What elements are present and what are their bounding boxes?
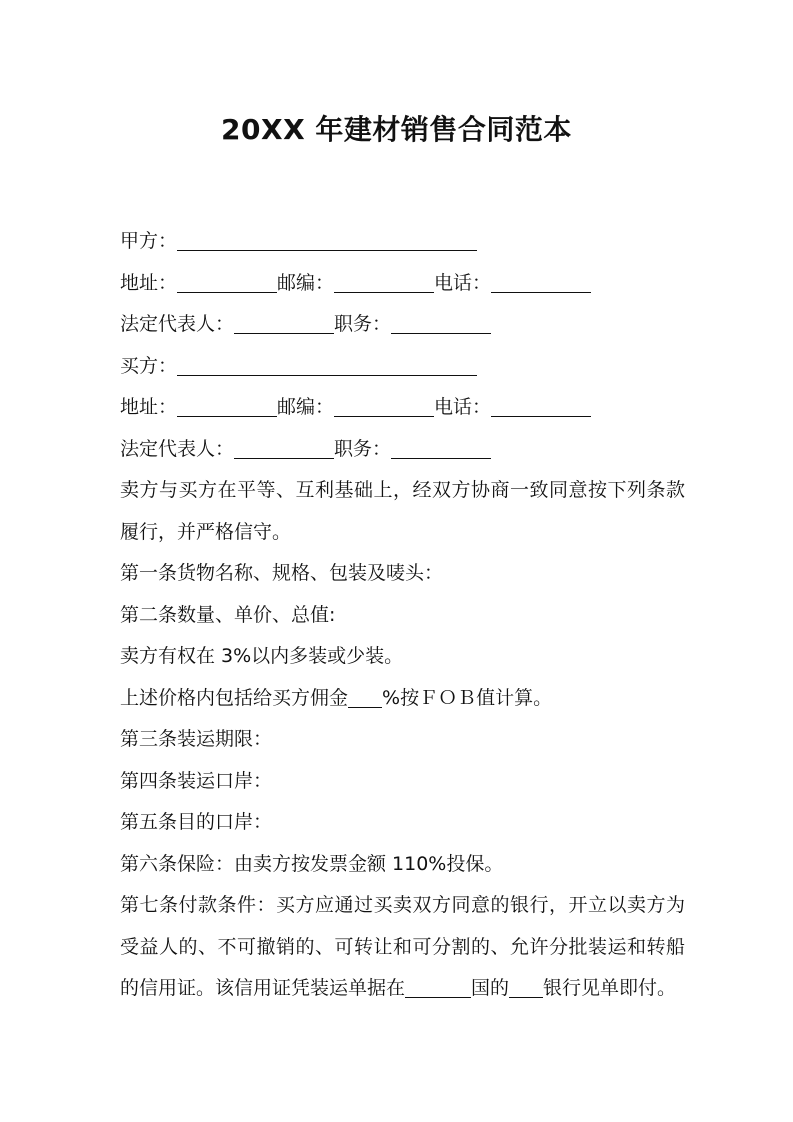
clause-7 — [120, 885, 685, 1010]
intro-paragraph: 卖方与买方在平等、互利基础上，经双方协商一致同意按下列条款履行，并严格信守。 — [120, 479, 685, 543]
party-b-rep-line — [120, 429, 685, 471]
party-a-line — [120, 221, 685, 263]
clause-6: 第六条保险：由卖方按发票金额 110%投保。 — [120, 852, 504, 875]
party-b-line — [120, 346, 685, 388]
postcode-label: 邮编： — [277, 271, 335, 294]
phone-blank[interactable] — [491, 396, 591, 417]
position-blank[interactable] — [391, 313, 491, 334]
party-a-label: 甲方： — [120, 230, 178, 252]
clause-2-note-2 — [120, 678, 685, 720]
clause-7-end-text: 银行见单即付。 — [543, 977, 677, 999]
rep-label: 法定代表人： — [120, 437, 235, 460]
commission-text: 上述价格内包括给买方佣金 — [120, 686, 349, 709]
party-b-contact-line — [120, 387, 685, 429]
clause-2-note-1: 卖方有权在 3%以内多装或少装。 — [120, 645, 404, 667]
postcode-blank[interactable] — [334, 272, 434, 293]
phone-label: 电话： — [434, 271, 492, 294]
phone-blank[interactable] — [491, 272, 591, 293]
country-blank[interactable] — [405, 977, 471, 998]
position-blank[interactable] — [391, 438, 491, 459]
rep-label: 法定代表人： — [120, 313, 235, 335]
party-b-label: 买方： — [120, 354, 178, 377]
bank-blank[interactable] — [509, 977, 543, 998]
address-label: 地址： — [120, 271, 178, 294]
party-a-blank[interactable] — [177, 230, 477, 251]
phone-label: 电话： — [434, 396, 492, 418]
rep-blank[interactable] — [234, 438, 334, 459]
address-blank[interactable] — [177, 396, 277, 417]
party-b-blank[interactable] — [177, 355, 477, 376]
postcode-blank[interactable] — [334, 396, 434, 417]
commission-blank[interactable] — [348, 687, 382, 708]
document-title: 20XX 年建材销售合同范本 — [221, 113, 572, 146]
address-label: 地址： — [120, 396, 178, 418]
address-blank[interactable] — [177, 272, 277, 293]
clause-2: 第二条数量、单价、总值: — [120, 603, 336, 626]
clause-3: 第三条装运期限： — [120, 728, 273, 750]
position-label: 职务： — [334, 437, 392, 460]
clause-7-country-text: 国的 — [471, 977, 510, 999]
clause-5: 第五条目的口岸： — [120, 811, 273, 833]
contract-body — [120, 221, 685, 1010]
clause-1: 第一条货物名称、规格、包装及唛头： — [120, 562, 444, 584]
rep-blank[interactable] — [234, 313, 334, 334]
position-label: 职务： — [334, 313, 392, 335]
clause-4: 第四条装运口岸： — [120, 769, 273, 792]
party-a-rep-line — [120, 304, 685, 346]
clause-7-text: 第七条付款条件：买方应通过买卖双方同意的银行，开立以卖方为受益人的、不可撤销的、可转让和可分割的、允许分批装运和转船的信用证。该信用证凭装运单据在 — [120, 894, 685, 999]
postcode-label: 邮编： — [277, 396, 335, 418]
commission-basis-text: %按ＦＯＢ值计算。 — [382, 686, 553, 709]
party-a-contact-line — [120, 263, 685, 305]
